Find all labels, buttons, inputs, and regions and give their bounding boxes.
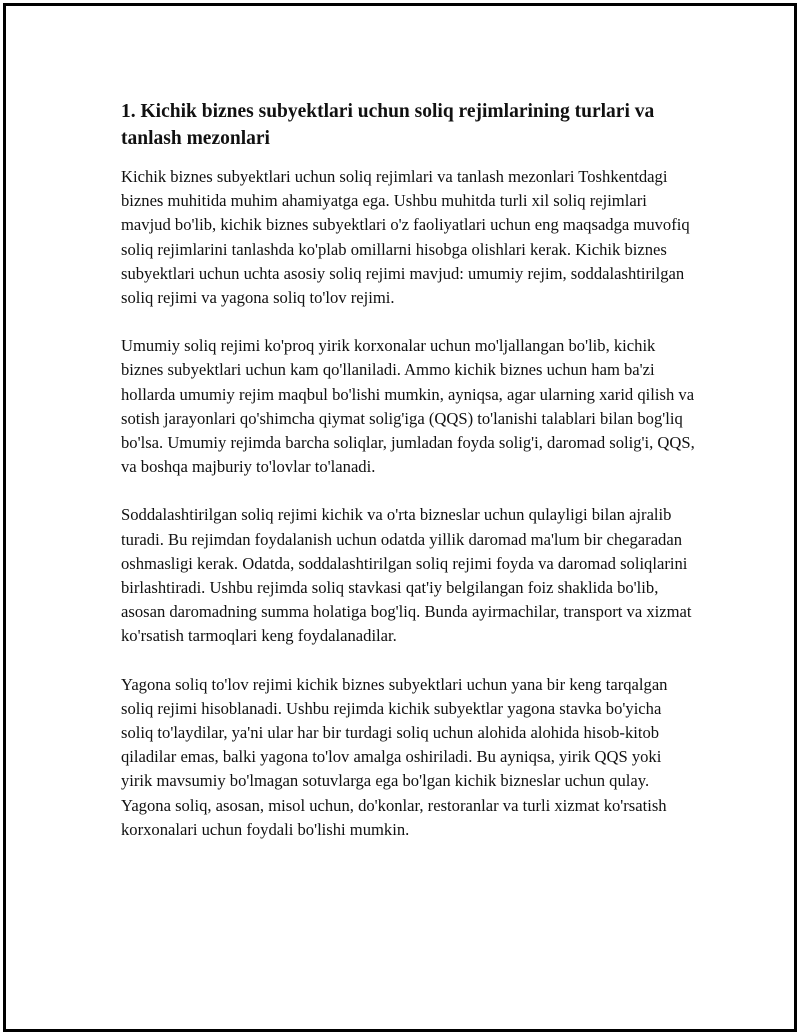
paragraph-general-regime: Umumiy soliq rejimi ko'proq yirik korxonalar uchun mo'ljallangan bo'lib, kichik biznes subyektlari uchun kam qo'llaniladi. Ammo kichik biznes uchun ham ba'zi hollarda umumiy rejim maqbul bo'lishi mumkin, ayniqsa, agar ularning xarid qilish va sotish jarayonlari qo'shimcha qiymat solig'iga (QQS) to'lanishi talablari bilan bog'liq bo'lsa. Umumiy rejimda barcha soliqlar, jumladan foyda solig'i, daromad solig'i, QQS, va boshqa majburiy to'lovlar to'lanadi. xyxy=(121,336,695,477)
paragraph-intro: Kichik biznes subyektlari uchun soliq rejimlari va tanlash mezonlari Toshkentdagi biznes muhitida muhim ahamiyatga ega. Ushbu muhitda turli xil soliq rejimlari mavjud bo'lib, kichik biznes subyektlari o'z faoliyatlari uchun eng maqsadga muvofiq soliq rejimlarini tanlashda ko'plab omillarni hisobga olishlari kerak. Kichik biznes subyektlari uchun uchta asosiy soliq rejimi mavjud: umumiy rejim, soddalashtirilgan soliq rejimi va yagona soliq to'lov rejimi. xyxy=(121,167,690,308)
page-frame xyxy=(3,3,797,1032)
paragraph-simplified-regime: Soddalashtirilgan soliq rejimi kichik va o'rta bizneslar uchun qulayligi bilan ajralib turadi. Bu rejimdan foydalanish uchun odatda yillik daromad ma'lum bir chegaradan oshmasligi kerak. Odatda, soddalashtirilgan soliq rejimi foyda va daromad soliqlarini birlashtiradi. Ushbu rejimda soliq stavkasi qat'iy belgilangan foiz shaklida bo'lib, asosan daromadning summa holatiga bog'liq. Bunda ayirmachilar, transport va xizmat ko'rsatish tarmoqlari keng foydalanadilar. xyxy=(121,505,692,646)
section-heading: 1. Kichik biznes subyektlari uchun soliq rejimlarining turlari va tanlash mezonlari xyxy=(121,101,655,149)
document-body xyxy=(121,98,696,866)
paragraph-single-payment-regime: Yagona soliq to'lov rejimi kichik biznes subyektlari uchun yana bir keng tarqalgan soliq rejimi hisoblanadi. Ushbu rejimda kichik subyektlar yagona stavka bo'yicha soliq to'laydilar, ya'ni ular har bir turdagi soliq uchun alohida alohida hisob-kitob qiladilar emas, balki yagona to'lov amalga oshiriladi. Bu ayniqsa, yirik QQS yoki yirik mavsumiy bo'lmagan sotuvlarga ega bo'lgan kichik bizneslar uchun qulay. Yagona soliq, asosan, misol uchun, do'konlar, restoranlar va turli xizmat ko'rsatish korxonalari uchun foydali bo'lishi mumkin. xyxy=(121,674,668,839)
